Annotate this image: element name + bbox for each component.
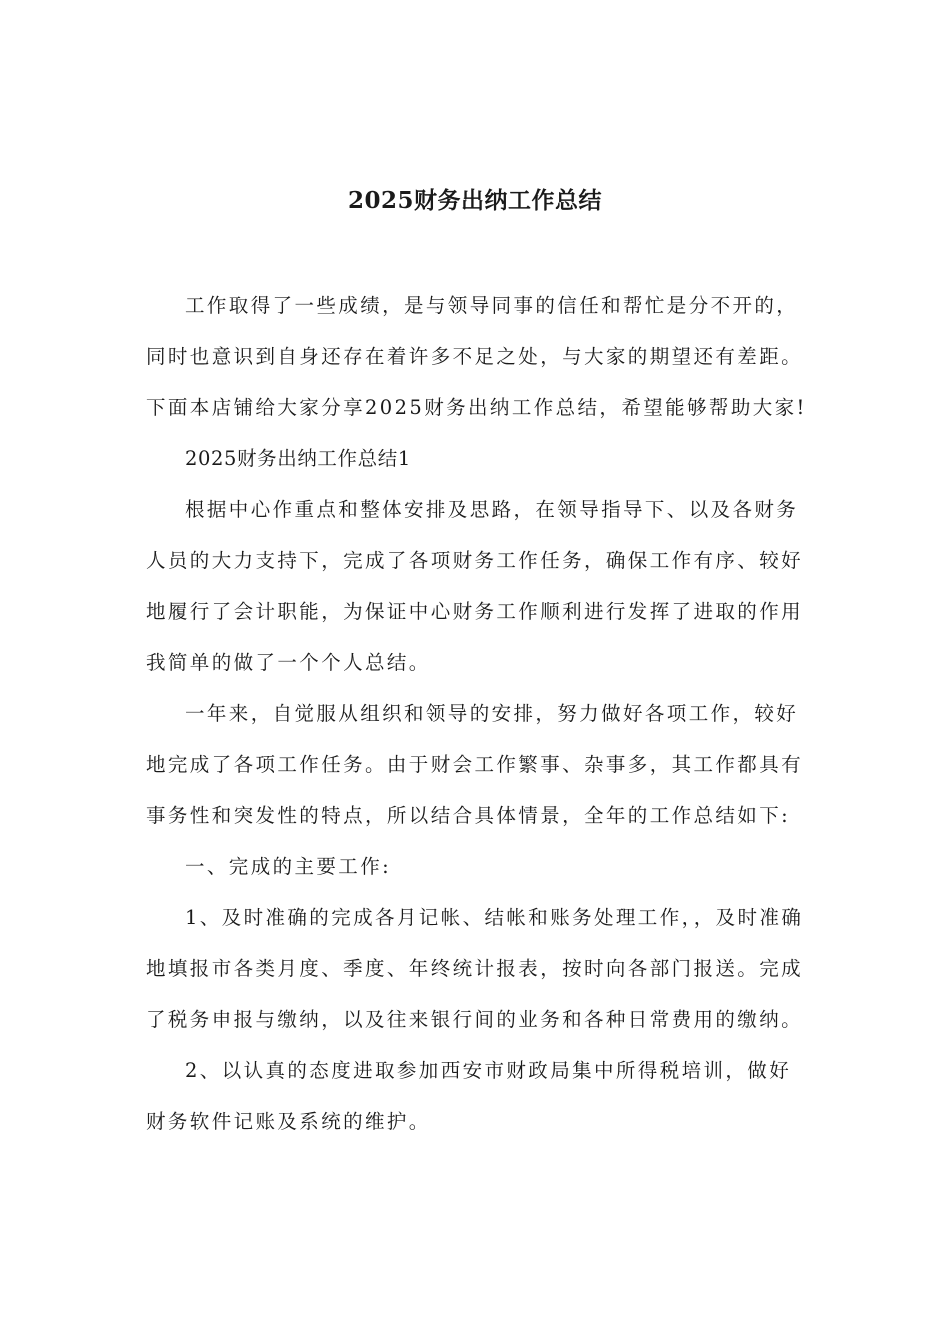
list-item: 1、及时准确的完成各月记帐、结帐和账务处理工作，，及时准确地填报市各类月度、季度、年终统计报表，按时向各部门报送。完成了税务申报与缴纳，以及往来银行间的业务和各种日常费用的缴纳。 — [146, 906, 804, 1031]
section-heading: 2025财务出纳工作总结1 — [185, 447, 411, 470]
list-item: 2、以认真的态度进取参加西安市财政局集中所得税培训，做好财务软件记账及系统的维护。 — [146, 1059, 792, 1133]
document-body — [146, 280, 810, 1147]
body-paragraph: 一年来，自觉服从组织和领导的安排，努力做好各项工作，较好地完成了各项工作任务。由于财会工作繁事、杂事多，其工作都具有事务性和突发性的特点，所以结合具体情景，全年的工作总结如下: — [146, 702, 804, 827]
body-paragraph: 根据中心作重点和整体安排及思路，在领导指导下、以及各财务人员的大力支持下，完成了各项财务工作任务，确保工作有序、较好地履行了会计职能，为保证中心财务工作顺利进行发挥了进取的作用我简单的做了一个个人总结。 — [146, 498, 804, 674]
document-title: 2025财务出纳工作总结 — [347, 187, 602, 214]
list-heading: 一、完成的主要工作: — [185, 855, 392, 878]
intro-paragraph: 工作取得了一些成绩，是与领导同事的信任和帮忙是分不开的，同时也意识到自身还存在着许多不足之处，与大家的期望还有差距。下面本店铺给大家分享2025财务出纳工作总结，希望能够帮助大家! — [146, 294, 807, 419]
